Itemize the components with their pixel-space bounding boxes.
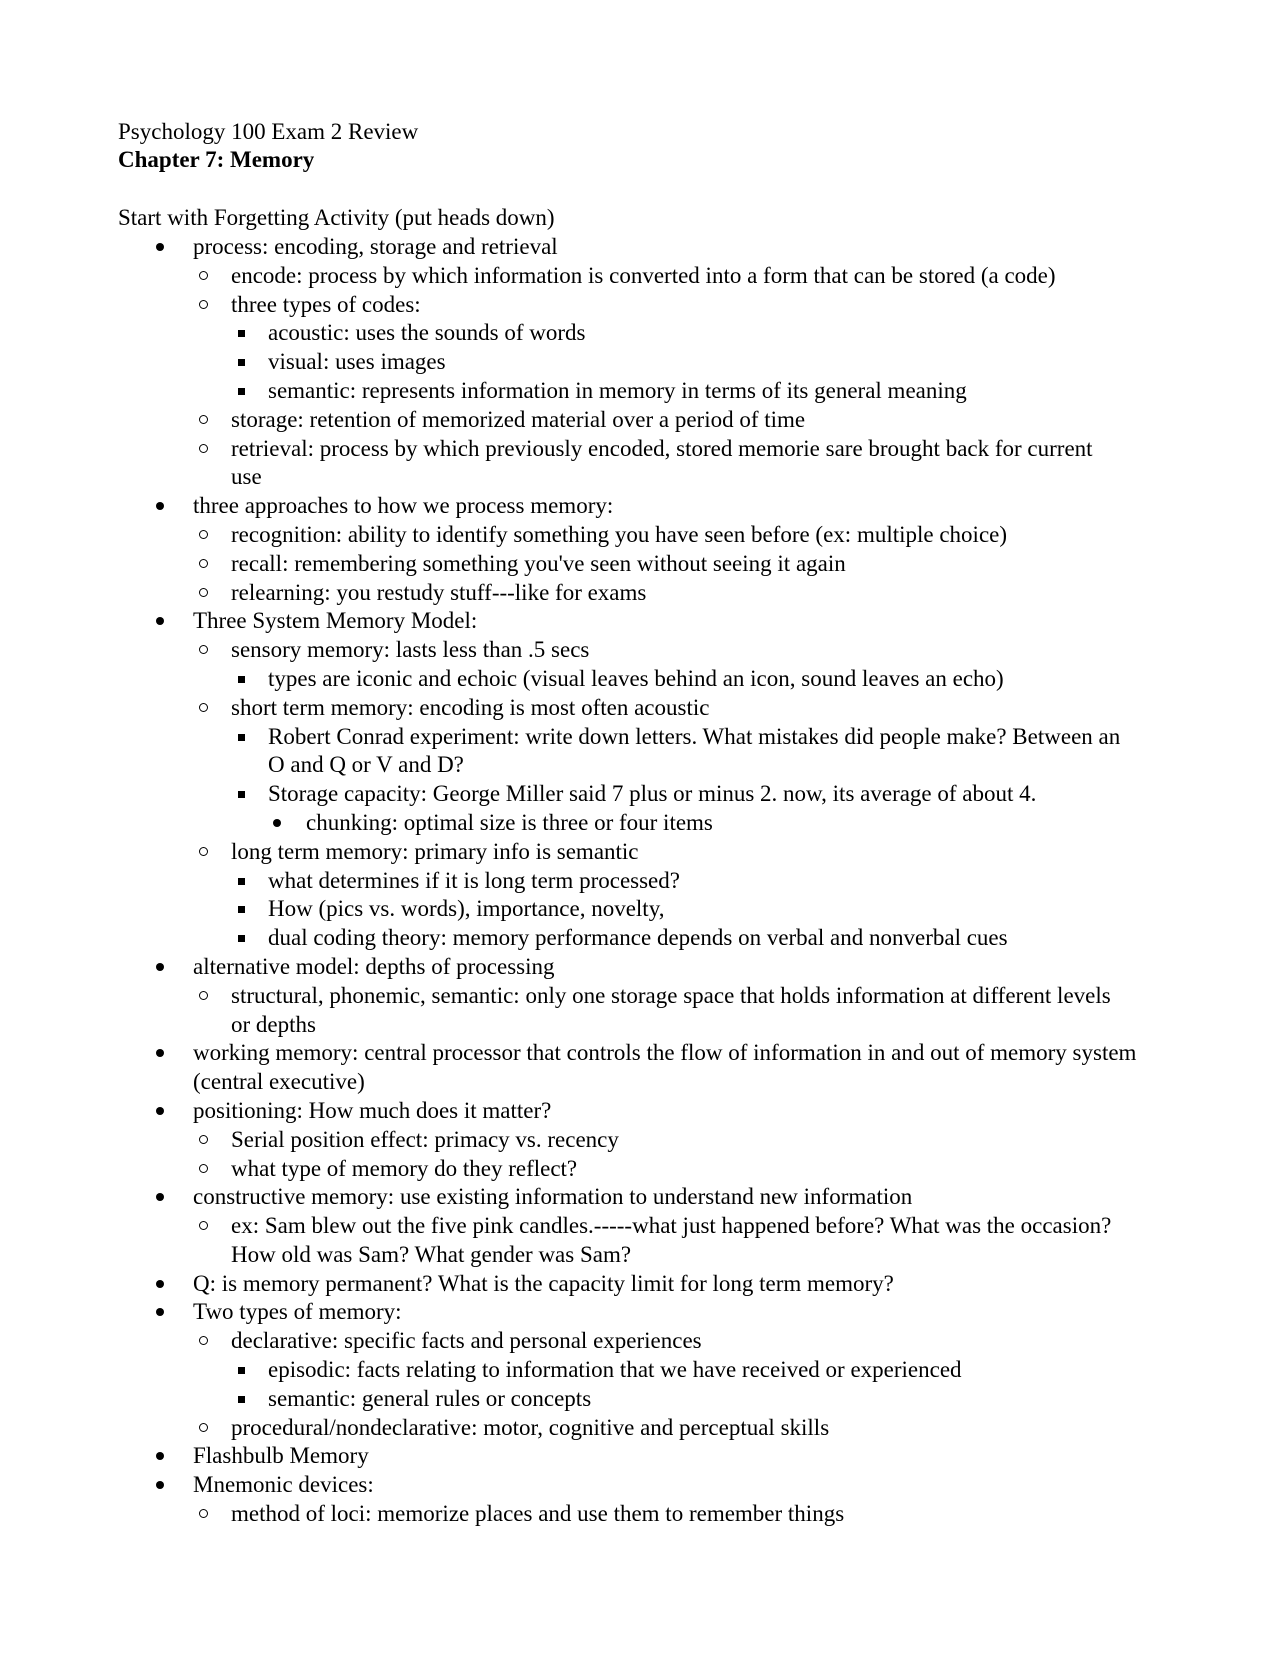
bullet-disc-icon: [156, 1107, 164, 1115]
bullet-circle-icon: [199, 1164, 208, 1173]
outline-item-level-0: [0, 1442, 1280, 1471]
bullet-square-icon: [238, 388, 245, 395]
outline-item-text: declarative: specific facts and personal experiences: [231, 1328, 702, 1354]
bullet-circle-icon: [199, 645, 208, 654]
outline-item-text: chunking: optimal size is three or four items: [306, 809, 713, 835]
outline-item-level-1: [0, 838, 1280, 867]
bullet-disc-icon: [156, 1308, 164, 1316]
outline-item-text: ex: Sam blew out the five pink candles.-----what just happened before? What was the occasion? How old was Sam? What gender was Sam?: [231, 1213, 1112, 1267]
outline-item-level-0: [0, 1097, 1280, 1126]
bullet-disc-icon: [156, 1049, 164, 1057]
bullet-circle-icon: [199, 559, 208, 568]
bullet-square-icon: [238, 734, 245, 741]
outline-item-level-1: [0, 982, 1280, 1040]
outline-item-text: recall: remembering something you've seen without seeing it again: [231, 550, 846, 576]
outline-item-level-1: [0, 1414, 1280, 1443]
bullet-square-icon: [238, 935, 245, 942]
bullet-disc-icon: [156, 1280, 164, 1288]
outline-item-level-1: [0, 1126, 1280, 1155]
outline-item-level-1: [0, 550, 1280, 579]
outline-item-text: types are iconic and echoic (visual leaves behind an icon, sound leaves an echo): [268, 665, 1004, 691]
bullet-disc-icon: [156, 617, 164, 625]
outline-item-text: three types of codes:: [231, 291, 421, 317]
outline-item-text: semantic: represents information in memory in terms of its general meaning: [268, 377, 967, 403]
outline-item-text: what determines if it is long term processed?: [268, 867, 680, 893]
outline-item-text: Storage capacity: George Miller said 7 plus or minus 2. now, its average of about 4.: [268, 781, 1037, 807]
outline-item-level-0: [0, 1270, 1280, 1299]
outline-item-text: recognition: ability to identify something you have seen before (ex: multiple choice): [231, 521, 1008, 547]
outline-item-text: what type of memory do they reflect?: [231, 1155, 578, 1181]
outline-item-level-2: [0, 377, 1280, 406]
bullet-circle-icon: [199, 530, 208, 539]
bullet-circle-icon: [199, 1221, 208, 1230]
outline-item-level-0: [0, 607, 1280, 636]
outline-item-level-1: [0, 1212, 1280, 1270]
bullet-circle-icon: [199, 271, 208, 280]
bullet-disc-icon: [156, 963, 164, 971]
outline-item-text: visual: uses images: [268, 349, 446, 375]
bullet-circle-icon: [199, 1423, 208, 1432]
outline-item-level-2: [0, 723, 1280, 781]
bullet-square-icon: [238, 676, 245, 683]
outline-item-text: encode: process by which information is converted into a form that can be stored (a code): [231, 262, 1056, 288]
outline-item-level-0: [0, 233, 1280, 262]
outline-item-text: process: encoding, storage and retrieval: [193, 234, 558, 259]
outline-item-text: Serial position effect: primacy vs. recency: [231, 1126, 619, 1152]
outline-item-text: dual coding theory: memory performance depends on verbal and nonverbal cues: [268, 925, 1008, 951]
bullet-circle-icon: [199, 1135, 208, 1144]
outline-item-level-1: [0, 262, 1280, 291]
outline-item-text: working memory: central processor that controls the flow of information in and out of memory system (central executive): [193, 1040, 1137, 1095]
outline-item-text: method of loci: memorize places and use them to remember things: [231, 1501, 845, 1527]
bullet-disc-icon: [156, 502, 164, 510]
outline-item-text: Three System Memory Model:: [193, 608, 478, 634]
outline-item-text: relearning: you restudy stuff---like for exams: [231, 579, 647, 605]
bullet-square-icon: [238, 359, 245, 366]
outline-item-text: long term memory: primary info is semantic: [231, 838, 639, 864]
outline-item-level-1: [0, 694, 1280, 723]
outline-item-level-2: [0, 1356, 1280, 1385]
outline-item-text: sensory memory: lasts less than .5 secs: [231, 637, 590, 663]
outline-item-level-1: [0, 579, 1280, 608]
outline-item-text: Q: is memory permanent? What is the capacity limit for long term memory?: [193, 1270, 894, 1296]
outline-item-level-2: [0, 867, 1280, 896]
document-title: Psychology 100 Exam 2 Review: [118, 119, 419, 144]
outline-item-level-2: [0, 895, 1280, 924]
outline-item-text: How (pics vs. words), importance, novelty,: [268, 896, 665, 922]
outline-item-level-1: [0, 636, 1280, 665]
bullet-square-icon: [238, 1396, 245, 1403]
outline-item-text: Robert Conrad experiment: write down letters. What mistakes did people make? Between an O and Q or V and D?: [268, 723, 1121, 778]
bullet-disc-icon: [156, 1452, 164, 1460]
outline-item-level-2: [0, 319, 1280, 348]
bullet-circle-icon: [199, 444, 208, 453]
outline-item-text: short term memory: encoding is most often acoustic: [231, 694, 710, 720]
chapter-heading: Chapter 7: Memory: [118, 147, 315, 172]
outline-item-level-0: [0, 1039, 1280, 1097]
outline-item-text: procedural/nondeclarative: motor, cognitive and perceptual skills: [231, 1414, 830, 1440]
bullet-circle-icon: [199, 991, 208, 1000]
outline-item-text: retrieval: process by which previously encoded, stored memorie sare brought back for current use: [231, 435, 1093, 490]
outline-item-level-1: [0, 521, 1280, 550]
bullet-disc-icon: [156, 243, 164, 251]
outline-item-text: three approaches to how we process memory:: [193, 493, 614, 519]
outline-item-level-0: [0, 1471, 1280, 1500]
bullet-circle-icon: [199, 588, 208, 597]
outline-list: [0, 233, 1280, 1529]
outline-item-level-1: [0, 435, 1280, 493]
outline-item-text: positioning: How much does it matter?: [193, 1097, 552, 1123]
outline-item-level-2: [0, 665, 1280, 694]
bullet-circle-icon: [199, 1509, 208, 1518]
bullet-circle-icon: [199, 415, 208, 424]
outline-item-text: acoustic: uses the sounds of words: [268, 320, 586, 346]
outline-item-text: Mnemonic devices:: [193, 1472, 374, 1498]
bullet-square-icon: [238, 330, 245, 337]
outline-item-level-0: [0, 492, 1280, 521]
bullet-square-icon: [238, 1367, 245, 1374]
outline-item-level-1: [0, 1500, 1280, 1529]
outline-item-text: alternative model: depths of processing: [193, 953, 555, 979]
outline-item-level-2: [0, 1385, 1280, 1414]
outline-item-level-1: [0, 406, 1280, 435]
outline-item-level-2: [0, 780, 1280, 809]
outline-item-level-1: [0, 291, 1280, 320]
outline-item-text: storage: retention of memorized material over a period of time: [231, 406, 806, 432]
bullet-disc-icon: [156, 1193, 164, 1201]
bullet-square-icon: [238, 791, 245, 798]
outline-item-text: structural, phonemic, semantic: only one storage space that holds information at different levels or depths: [231, 982, 1111, 1037]
outline-item-level-0: [0, 1183, 1280, 1212]
outline-item-text: Two types of memory:: [193, 1299, 402, 1325]
outline-item-text: constructive memory: use existing information to understand new information: [193, 1184, 913, 1210]
bullet-square-icon: [238, 878, 245, 885]
bullet-square-icon: [238, 906, 245, 913]
outline-item-level-0: [0, 1298, 1280, 1327]
outline-item-level-2: [0, 348, 1280, 377]
outline-item-text: semantic: general rules or concepts: [268, 1385, 592, 1411]
bullet-disc-icon: [156, 1481, 164, 1489]
outline-item-text: Flashbulb Memory: [193, 1443, 369, 1469]
outline-item-level-0: [0, 953, 1280, 982]
bullet-circle-icon: [199, 847, 208, 856]
outline-item-level-1: [0, 1327, 1280, 1356]
bullet-circle-icon: [199, 1336, 208, 1345]
outline-item-text: episodic: facts relating to information that we have received or experienced: [268, 1357, 962, 1383]
bullet-disc-icon: [273, 819, 281, 827]
bullet-circle-icon: [199, 703, 208, 712]
bullet-circle-icon: [199, 300, 208, 309]
outline-item-level-1: [0, 1155, 1280, 1184]
outline-item-level-3: [0, 809, 1280, 838]
intro-line: Start with Forgetting Activity (put heads down): [118, 205, 555, 230]
outline-item-level-2: [0, 924, 1280, 953]
